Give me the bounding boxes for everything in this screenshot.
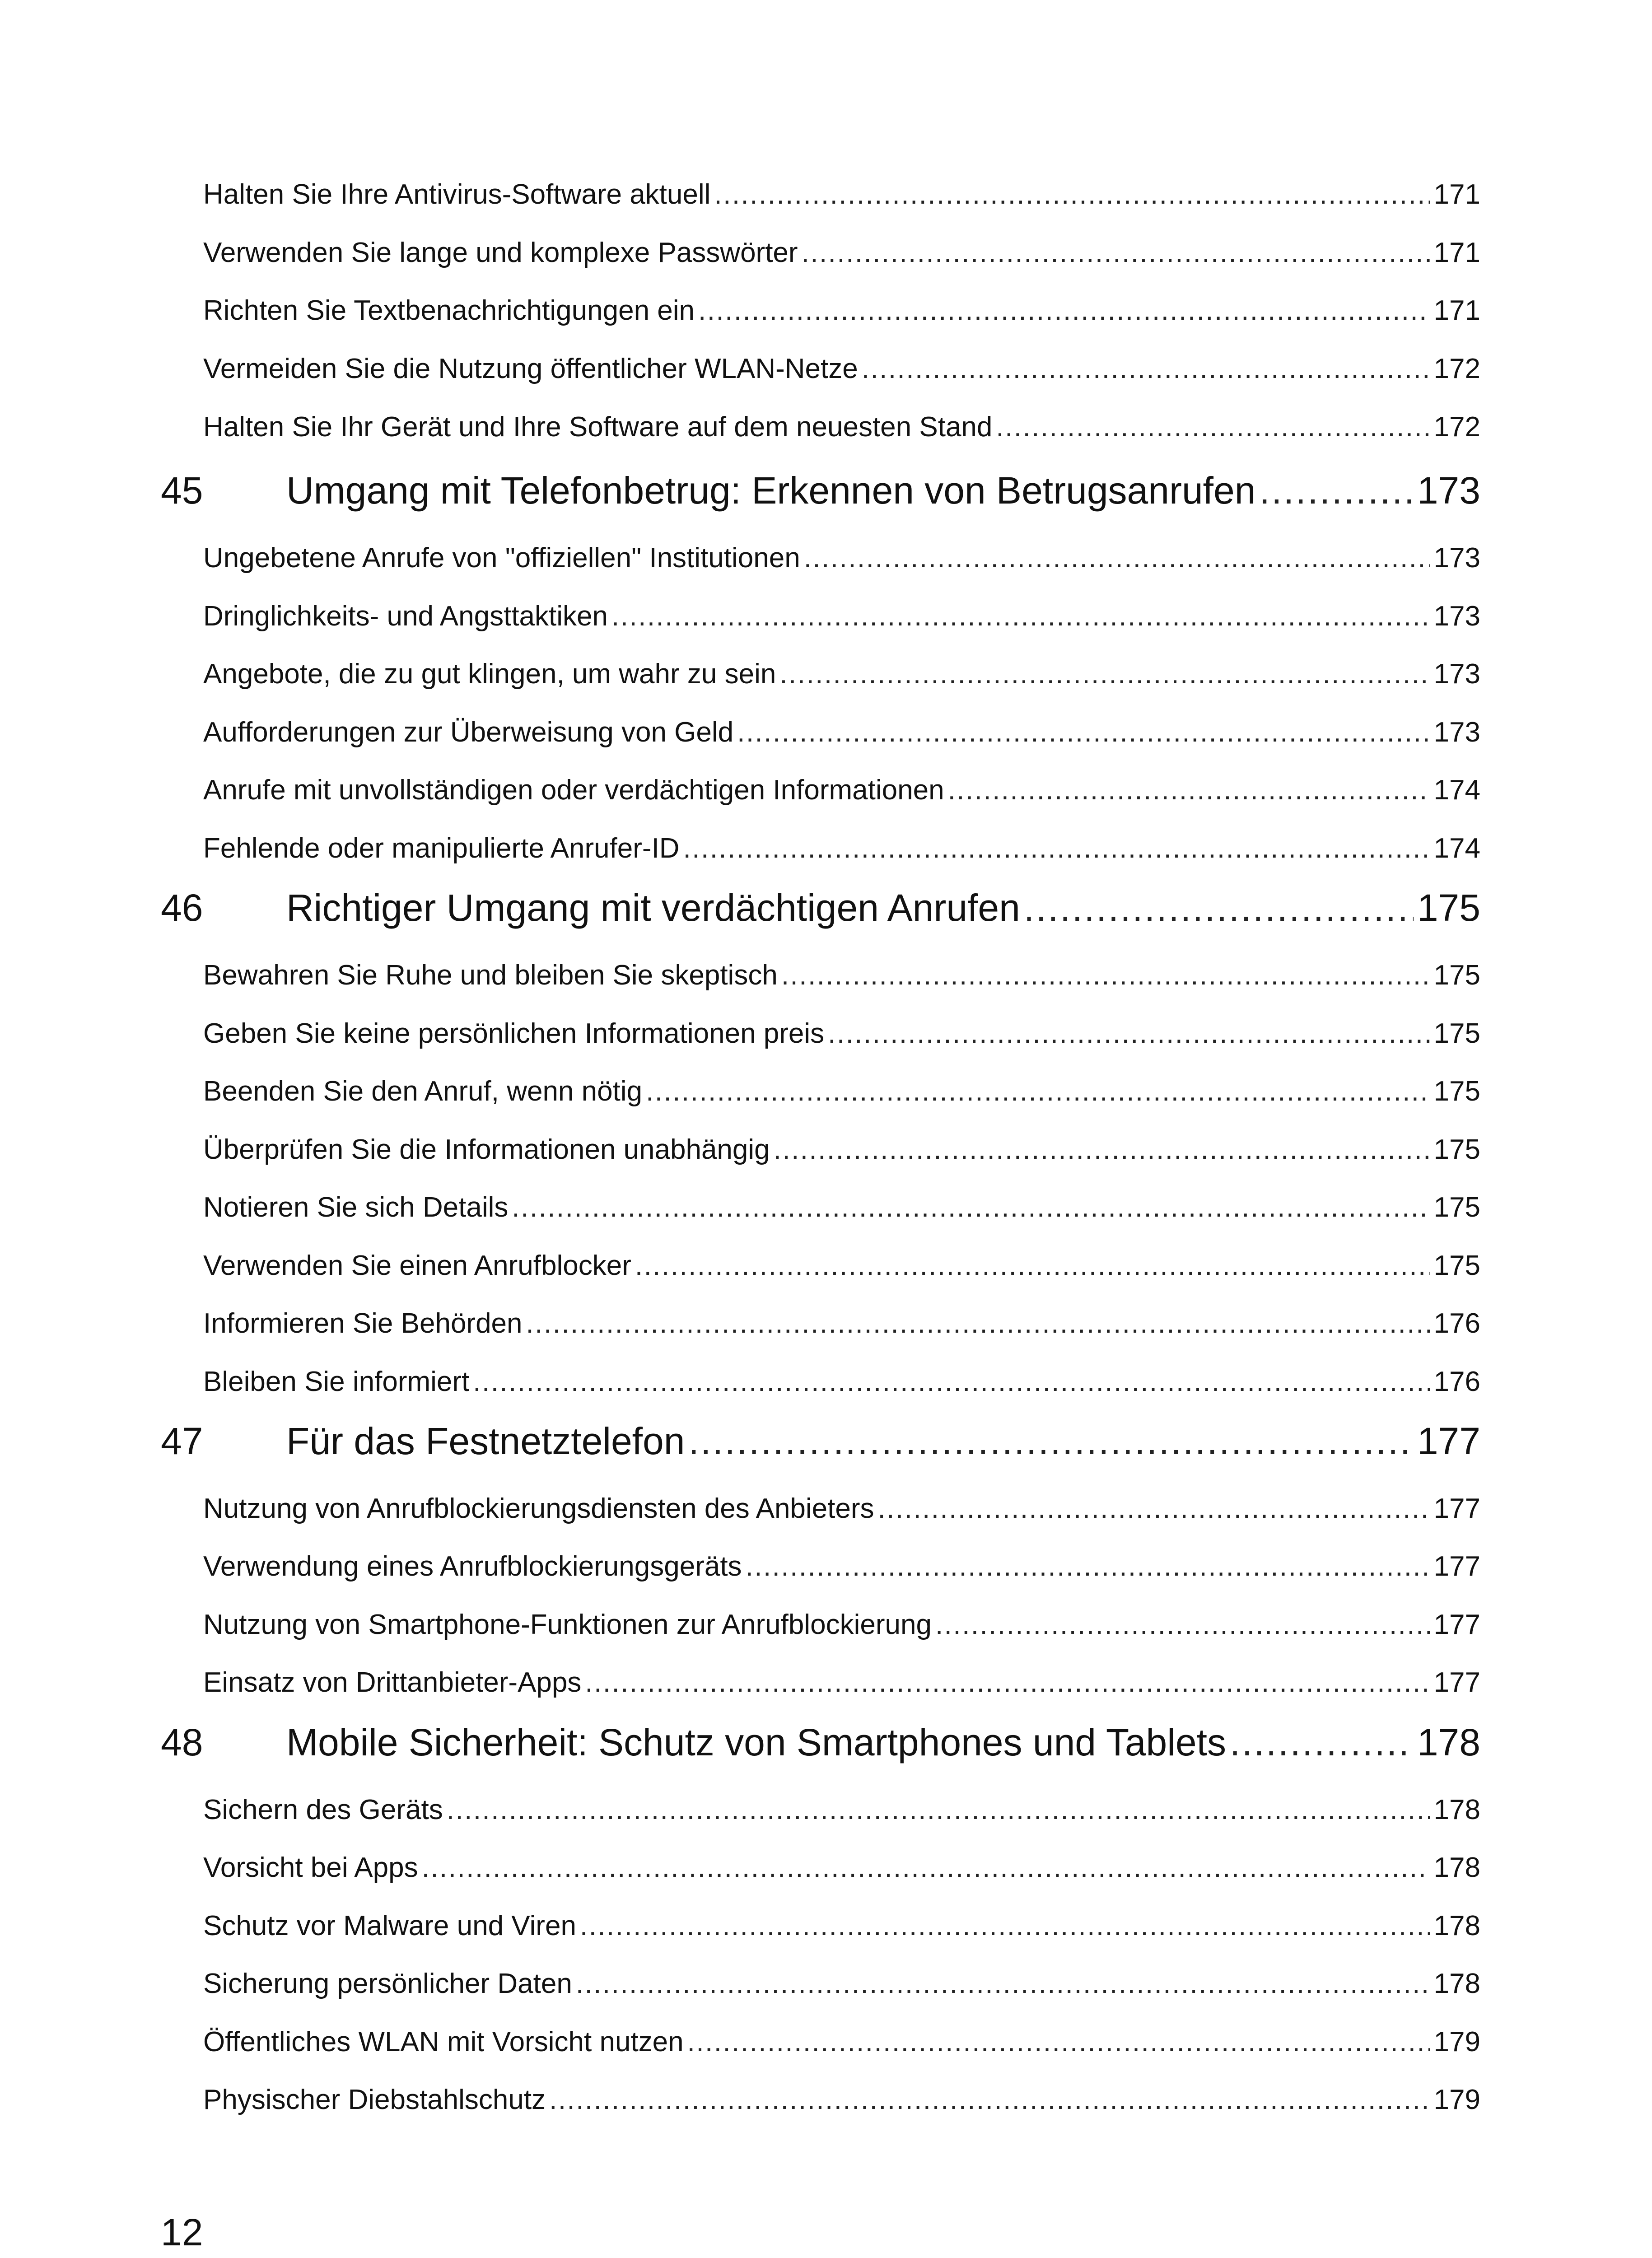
leader-dots: [948, 774, 1430, 806]
leader-dots: [422, 1852, 1430, 1884]
leader-dots: [585, 1666, 1430, 1698]
leader-dots: [683, 832, 1430, 864]
toc-entry[interactable]: [203, 1666, 1480, 1703]
leader-dots: [635, 1250, 1430, 1282]
leader-dots: [774, 1134, 1430, 1166]
toc-entry-page: 173: [1433, 717, 1480, 748]
chapter-number: 47: [161, 1420, 203, 1462]
toc-entry-title: Ungebetene Anrufe von "offiziellen" Institutionen: [203, 542, 800, 574]
toc-entry-page: 176: [1433, 1308, 1480, 1339]
leader-dots: [580, 1910, 1430, 1942]
toc-chapter-heading[interactable]: [161, 1419, 1480, 1469]
toc-entry-title: Schutz vor Malware und Viren: [203, 1910, 576, 1941]
leader-dots: [687, 2026, 1430, 2058]
toc-entry-title: Anrufe mit unvollständigen oder verdächtigen Informationen: [203, 774, 944, 806]
toc-entry-page: 177: [1433, 1609, 1480, 1640]
toc-entry-page: 178: [1433, 1852, 1480, 1883]
toc-entry-title: Geben Sie keine persönlichen Informationen preis: [203, 1018, 825, 1049]
toc-entry-title: Beenden Sie den Anruf, wenn nötig: [203, 1076, 643, 1107]
toc-entry-title: Halten Sie Ihr Gerät und Ihre Software auf dem neuesten Stand: [203, 411, 993, 443]
leader-dots: [688, 1419, 1413, 1463]
leader-dots: [802, 237, 1430, 269]
toc-entry[interactable]: [203, 658, 1480, 694]
toc-entry[interactable]: [203, 2084, 1480, 2120]
toc-entry[interactable]: [203, 716, 1480, 752]
leader-dots: [447, 1794, 1430, 1826]
leader-dots: [611, 600, 1430, 632]
toc-entry-page: 173: [1433, 542, 1480, 574]
toc-entry-page: 171: [1433, 295, 1480, 326]
toc-entry[interactable]: [203, 353, 1480, 389]
toc-entry-page: 174: [1433, 833, 1480, 864]
toc-entry-page: 175: [1433, 1134, 1480, 1165]
toc-entry-title: Informieren Sie Behörden: [203, 1308, 523, 1339]
toc-entry-title: Vermeiden Sie die Nutzung öffentlicher WLAN-Netze: [203, 353, 858, 384]
toc-entry-page: 179: [1433, 2026, 1480, 2057]
toc-entry-page: 173: [1433, 601, 1480, 632]
toc-entry[interactable]: [203, 1550, 1480, 1586]
leader-dots: [996, 411, 1430, 443]
toc-entry[interactable]: [203, 1910, 1480, 1946]
chapter-page: 173: [1417, 469, 1480, 512]
toc-entry-title: Nutzung von Anrufblockierungsdiensten des Anbieters: [203, 1493, 874, 1524]
toc-entry-page: 175: [1433, 1192, 1480, 1223]
toc-entry-page: 172: [1433, 353, 1480, 384]
toc-entry-title: Sichern des Geräts: [203, 1794, 443, 1825]
toc-entry-title: Dringlichkeits- und Angsttaktiken: [203, 601, 608, 632]
leader-dots: [698, 294, 1430, 327]
toc-entry[interactable]: [203, 1968, 1480, 2004]
toc-entry-title: Fehlende oder manipulierte Anrufer-ID: [203, 833, 680, 864]
toc-entry-title: Angebote, die zu gut klingen, um wahr zu sein: [203, 658, 776, 690]
leader-dots: [646, 1075, 1430, 1107]
toc-entry-page: 175: [1433, 1018, 1480, 1049]
toc-entry-title: Verwenden Sie einen Anrufblocker: [203, 1250, 631, 1281]
toc-entry[interactable]: [203, 1134, 1480, 1170]
toc-entry[interactable]: [203, 1493, 1480, 1529]
toc-entry-page: 177: [1433, 1493, 1480, 1524]
leader-dots: [779, 658, 1430, 690]
leader-dots: [526, 1307, 1430, 1339]
toc-entry-page: 175: [1433, 960, 1480, 991]
chapter-page: 178: [1417, 1721, 1480, 1763]
toc-entry-title: Notieren Sie sich Details: [203, 1192, 509, 1223]
toc-entry[interactable]: [203, 1075, 1480, 1111]
toc-entry-page: 175: [1433, 1250, 1480, 1281]
chapter-page: 177: [1417, 1420, 1480, 1462]
leader-dots: [737, 716, 1430, 748]
leader-dots: [473, 1366, 1430, 1398]
chapter-number: 48: [161, 1721, 203, 1763]
leader-dots: [935, 1609, 1430, 1641]
toc-chapter-heading[interactable]: [161, 469, 1480, 518]
toc-entry-page: 173: [1433, 658, 1480, 690]
toc-entry[interactable]: [203, 178, 1480, 215]
chapter-page: 175: [1417, 886, 1480, 929]
leader-dots: [512, 1191, 1430, 1223]
toc-entry[interactable]: [203, 1794, 1480, 1830]
toc-entry-title: Richten Sie Textbenachrichtigungen ein: [203, 295, 695, 326]
toc-entry-title: Physischer Diebstahlschutz: [203, 2084, 546, 2115]
leader-dots: [1259, 469, 1413, 513]
page-number: 12: [161, 2211, 203, 2253]
toc-entry-title: Einsatz von Drittanbieter-Apps: [203, 1667, 582, 1698]
toc-entry-title: Vorsicht bei Apps: [203, 1852, 418, 1883]
toc-entry[interactable]: [203, 1609, 1480, 1645]
toc-entry[interactable]: [203, 959, 1480, 995]
toc-entry-page: 178: [1433, 1968, 1480, 1999]
toc-entry-page: 175: [1433, 1076, 1480, 1107]
toc-entry-page: 174: [1433, 774, 1480, 806]
toc-entry-page: 172: [1433, 411, 1480, 443]
toc-entry-title: Bewahren Sie Ruhe und bleiben Sie skeptisch: [203, 960, 778, 991]
toc-entry-title: Nutzung von Smartphone-Funktionen zur Anrufblockierung: [203, 1609, 932, 1640]
toc-entry-page: 177: [1433, 1667, 1480, 1698]
toc-entry-title: Verwendung eines Anrufblockierungsgeräts: [203, 1551, 742, 1582]
toc-entry[interactable]: [203, 1250, 1480, 1286]
toc-entry[interactable]: [203, 237, 1480, 273]
toc-entry[interactable]: [203, 542, 1480, 578]
toc-chapter-heading[interactable]: [161, 1721, 1480, 1770]
toc-entry-page: 178: [1433, 1794, 1480, 1825]
toc-entry-title: Öffentliches WLAN mit Vorsicht nutzen: [203, 2026, 684, 2057]
toc-entry[interactable]: [203, 1307, 1480, 1344]
toc-entry[interactable]: [203, 600, 1480, 636]
chapter-title: Für das Festnetztelefon: [286, 1420, 685, 1462]
toc-entry-title: Überprüfen Sie die Informationen unabhängig: [203, 1134, 770, 1165]
leader-dots: [714, 178, 1430, 210]
toc-entry[interactable]: [203, 411, 1480, 447]
toc-entry-title: Verwenden Sie lange und komplexe Passwörter: [203, 237, 798, 268]
toc-entry[interactable]: [203, 1366, 1480, 1402]
toc-entry-page: 177: [1433, 1551, 1480, 1582]
toc-entry[interactable]: [203, 1017, 1480, 1054]
toc-entry[interactable]: [203, 1191, 1480, 1227]
chapter-number: 46: [161, 886, 203, 929]
toc-entry-title: Halten Sie Ihre Antivirus-Software aktuell: [203, 179, 711, 210]
leader-dots: [862, 353, 1430, 385]
toc-entry-page: 171: [1433, 237, 1480, 268]
toc-entry[interactable]: [203, 1852, 1480, 1888]
leader-dots: [828, 1017, 1430, 1050]
chapter-title: Mobile Sicherheit: Schutz von Smartphones und Tablets: [286, 1721, 1226, 1763]
chapter-title: Umgang mit Telefonbetrug: Erkennen von Betrugsanrufen: [286, 469, 1256, 512]
leader-dots: [576, 1968, 1430, 2000]
toc-entry-page: 178: [1433, 1910, 1480, 1941]
toc-chapter-heading[interactable]: [161, 886, 1480, 936]
toc-entry-page: 179: [1433, 2084, 1480, 2115]
leader-dots: [878, 1493, 1430, 1525]
leader-dots: [804, 542, 1430, 574]
toc-entry-title: Aufforderungen zur Überweisung von Geld: [203, 717, 734, 748]
toc-entry[interactable]: [203, 2026, 1480, 2062]
toc-entry[interactable]: [203, 774, 1480, 810]
toc-entry[interactable]: [203, 832, 1480, 868]
leader-dots: [746, 1550, 1430, 1582]
toc-entry-title: Bleiben Sie informiert: [203, 1366, 470, 1397]
toc-entry-title: Sicherung persönlicher Daten: [203, 1968, 572, 1999]
leader-dots: [549, 2084, 1430, 2116]
leader-dots: [781, 959, 1430, 991]
chapter-number: 45: [161, 469, 203, 512]
leader-dots: [1230, 1721, 1414, 1764]
leader-dots: [1024, 886, 1414, 930]
chapter-title: Richtiger Umgang mit verdächtigen Anrufen: [286, 886, 1020, 929]
toc-entry-page: 176: [1433, 1366, 1480, 1397]
toc-entry-page: 171: [1433, 179, 1480, 210]
toc-entry[interactable]: [203, 294, 1480, 331]
